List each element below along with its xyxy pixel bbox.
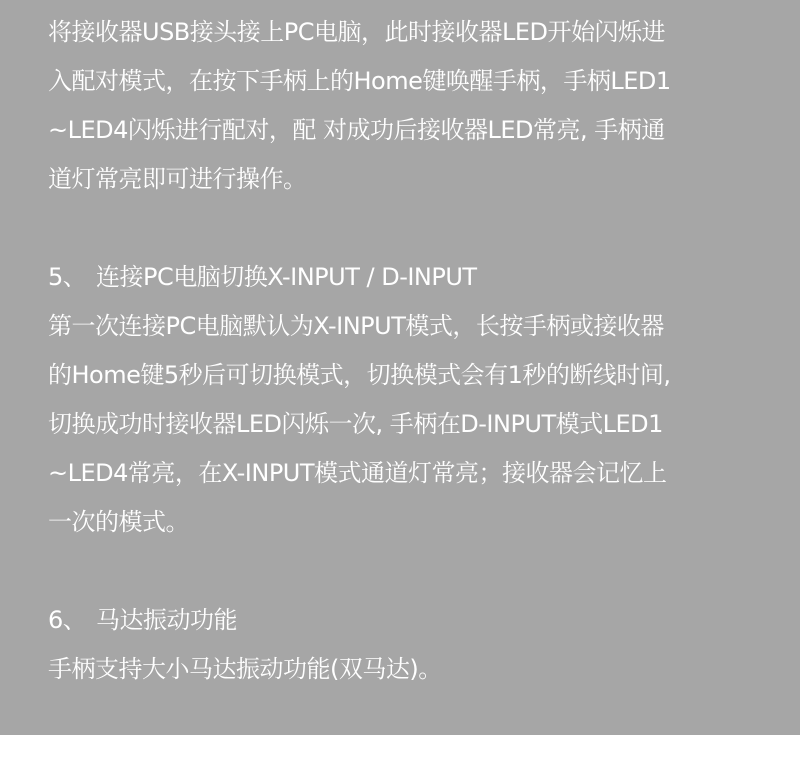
text-line: 的Home键5秒后可切换模式，切换模式会有1秒的断线时间, [48, 361, 671, 389]
text-line: 道灯常亮即可进行操作。 [48, 165, 307, 193]
section-5 [48, 253, 788, 547]
pairing-paragraph [48, 8, 788, 204]
paragraph-spacer [48, 204, 788, 253]
section-number: 5、 [48, 263, 87, 291]
text-line: 手柄支持大小马达振动功能(双马达)。 [48, 655, 442, 683]
section-6-heading [48, 596, 788, 645]
section-title: 连接PC电脑切换X-INPUT / D-INPUT [96, 263, 477, 291]
text-line: 第一次连接PC电脑默认为X-INPUT模式，长按手柄或接收器 [48, 312, 664, 340]
section-title: 马达振动功能 [96, 606, 237, 634]
text-line: 将接收器USB接头接上PC电脑，此时接收器LED开始闪烁进 [48, 18, 666, 46]
section-6 [48, 596, 788, 694]
section-number: 6、 [48, 606, 87, 634]
text-line: ~LED4常亮，在X-INPUT模式通道灯常亮；接收器会记忆上 [48, 459, 667, 487]
text-line: ~LED4闪烁进行配对，配 对成功后接收器LED常亮, 手柄通 [48, 116, 665, 144]
instruction-text [48, 8, 788, 694]
text-line: 切换成功时接收器LED闪烁一次, 手柄在D-INPUT模式LED1 [48, 410, 663, 438]
section-5-heading [48, 253, 788, 302]
text-line: 一次的模式。 [48, 508, 189, 536]
paragraph-spacer [48, 547, 788, 596]
text-line: 入配对模式，在按下手柄上的Home键唤醒手柄，手柄LED1 [48, 67, 671, 95]
